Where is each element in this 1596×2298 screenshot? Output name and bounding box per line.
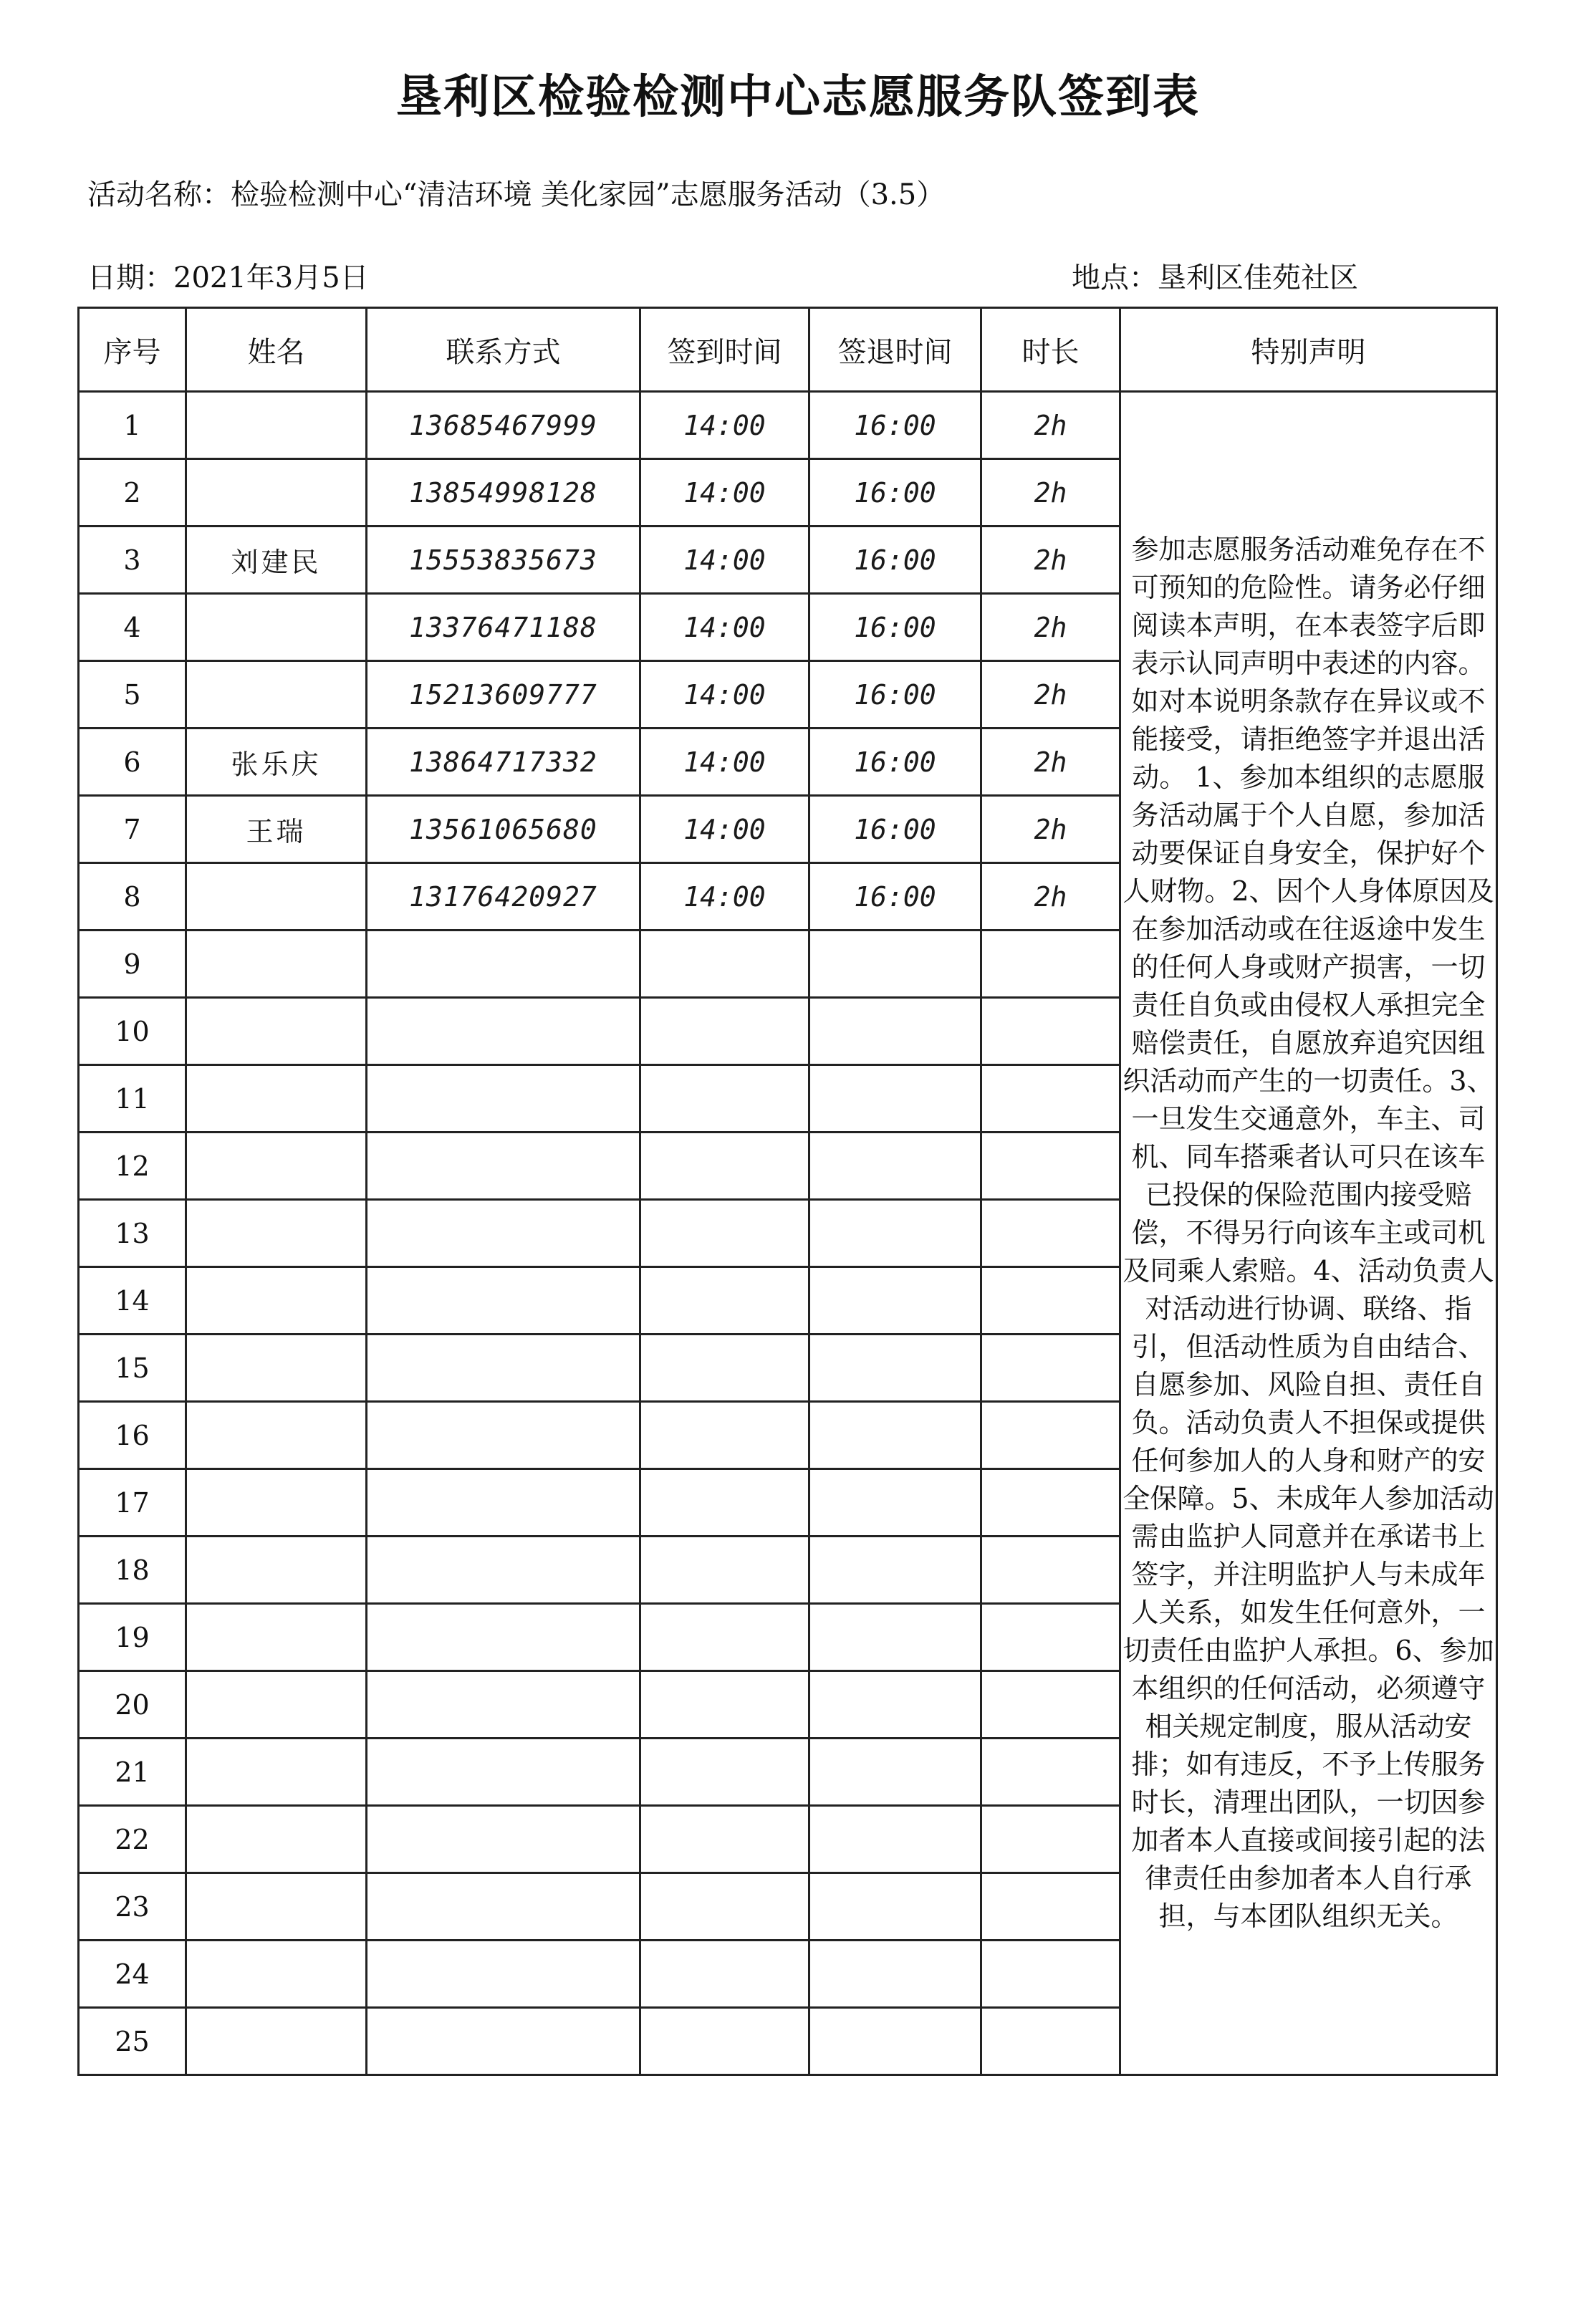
row-name (186, 931, 367, 998)
row-duration: 2h (981, 527, 1120, 594)
row-number: 24 (79, 1941, 186, 2008)
row-name (186, 594, 367, 661)
row-sign-in: 14:00 (640, 594, 809, 661)
row-sign-in (640, 1065, 809, 1133)
row-duration (981, 1402, 1120, 1469)
row-name (186, 459, 367, 527)
col-header-sign-in: 签到时间 (640, 308, 809, 392)
row-name (186, 1604, 367, 1671)
row-name (186, 1671, 367, 1739)
row-phone (367, 1267, 640, 1335)
date-line (87, 255, 369, 296)
date-label: 日期： (87, 261, 173, 294)
row-sign-out (809, 931, 981, 998)
row-number: 14 (79, 1267, 186, 1335)
row-duration (981, 1200, 1120, 1267)
col-header-contact: 联系方式 (367, 308, 640, 392)
row-number: 16 (79, 1402, 186, 1469)
row-phone (367, 1739, 640, 1806)
row-phone (367, 1941, 640, 2008)
row-number: 15 (79, 1335, 186, 1402)
location-line (1072, 255, 1358, 296)
row-sign-out (809, 1537, 981, 1604)
row-phone (367, 1335, 640, 1402)
row-number: 11 (79, 1065, 186, 1133)
row-duration: 2h (981, 392, 1120, 459)
row-number: 2 (79, 459, 186, 527)
row-duration (981, 1604, 1120, 1671)
row-number: 13 (79, 1200, 186, 1267)
row-name (186, 661, 367, 729)
row-duration (981, 1267, 1120, 1335)
row-sign-out (809, 2008, 981, 2075)
activity-label: 活动名称： (87, 178, 231, 211)
col-header-no: 序号 (79, 308, 186, 392)
row-number: 17 (79, 1469, 186, 1537)
row-duration (981, 1537, 1120, 1604)
activity-name: 检验检测中心“清洁环境 美化家园”志愿服务活动（3.5） (231, 178, 946, 211)
row-sign-in (640, 1335, 809, 1402)
row-sign-out: 16:00 (809, 527, 981, 594)
row-duration: 2h (981, 729, 1120, 796)
row-number: 1 (79, 392, 186, 459)
row-sign-in: 14:00 (640, 392, 809, 459)
signin-table (77, 307, 1498, 2076)
row-sign-in (640, 1537, 809, 1604)
row-duration (981, 1941, 1120, 2008)
row-phone: 13561065680 (367, 796, 640, 863)
row-sign-out: 16:00 (809, 661, 981, 729)
page-title: 垦利区检验检测中心志愿服务队签到表 (396, 71, 1200, 124)
row-sign-out (809, 1469, 981, 1537)
row-number: 25 (79, 2008, 186, 2075)
table-header-row (79, 308, 1497, 392)
row-phone: 13376471188 (367, 594, 640, 661)
row-sign-out (809, 1873, 981, 1941)
row-number: 22 (79, 1806, 186, 1873)
row-sign-out: 16:00 (809, 863, 981, 931)
row-number: 8 (79, 863, 186, 931)
row-sign-out (809, 1065, 981, 1133)
row-sign-out (809, 1335, 981, 1402)
row-number: 10 (79, 998, 186, 1065)
row-name (186, 1133, 367, 1200)
row-sign-in (640, 1806, 809, 1873)
row-duration (981, 1806, 1120, 1873)
row-sign-out (809, 1200, 981, 1267)
row-number: 5 (79, 661, 186, 729)
row-duration (981, 1133, 1120, 1200)
row-sign-out (809, 1267, 981, 1335)
row-sign-in (640, 1267, 809, 1335)
row-name (186, 1335, 367, 1402)
special-notice: 参加志愿服务活动难免存在不可预知的危险性。请务必仔细阅读本声明，在本表签字后即表示认同声明中表述的内容。如对本说明条款存在异议或不能接受，请拒绝签字并退出活动。 1、参加本组织的志愿服务活动属于个人自愿，参加活动要保证自身安全，保护好个人财物。2、因个人身体原因及在参加活动或在往返途中发生的任何人身或财产损害，一切责任自负或由侵权人承担完全赔偿责任，自愿放弃追究因组织活动而产生的一切责任。3、一旦发生交通意外，车主、司机、同车搭乘者认可只在该车已投保的保险范围内接受赔偿，不得另行向该车主或司机及同乘人索赔。4、活动负责人对活动进行协调、联络、指引，但活动性质为自由结合、自愿参加、风险自担、责任自负。活动负责人不担保或提供任何参加人的人身和财产的安全保障。5、未成年人参加活动需由监护人同意并在承诺书上签字，并注明监护人与未成年人关系，如发生任何意外，一切责任由监护人承担。6、参加本组织的任何活动，必须遵守相关规定制度，服从活动安排；如有违反，不予上传服务时长，清理出团队，一切因参加者本人直接或间接引起的法律责任由参加者本人自行承担，与本团队组织无关。 (1120, 392, 1497, 2075)
row-name: 王瑞 (186, 796, 367, 863)
row-duration (981, 1065, 1120, 1133)
row-phone: 13176420927 (367, 863, 640, 931)
row-duration: 2h (981, 594, 1120, 661)
row-phone (367, 1537, 640, 1604)
row-phone: 15553835673 (367, 527, 640, 594)
row-name (186, 1469, 367, 1537)
row-name (186, 1267, 367, 1335)
row-duration: 2h (981, 459, 1120, 527)
row-sign-in: 14:00 (640, 863, 809, 931)
row-phone (367, 931, 640, 998)
row-sign-in: 14:00 (640, 796, 809, 863)
row-sign-in (640, 1604, 809, 1671)
row-phone (367, 2008, 640, 2075)
row-sign-in: 14:00 (640, 527, 809, 594)
row-sign-out: 16:00 (809, 796, 981, 863)
row-sign-in (640, 2008, 809, 2075)
row-sign-in (640, 1469, 809, 1537)
row-sign-out: 16:00 (809, 459, 981, 527)
row-number: 19 (79, 1604, 186, 1671)
row-duration: 2h (981, 863, 1120, 931)
row-number: 7 (79, 796, 186, 863)
row-sign-out (809, 1739, 981, 1806)
row-name (186, 1873, 367, 1941)
row-duration: 2h (981, 661, 1120, 729)
location-value: 垦利区佳苑社区 (1158, 261, 1358, 294)
row-duration (981, 2008, 1120, 2075)
row-sign-out (809, 1941, 981, 2008)
col-header-sign-out: 签退时间 (809, 308, 981, 392)
row-sign-out (809, 1604, 981, 1671)
row-sign-in (640, 1873, 809, 1941)
row-sign-out (809, 998, 981, 1065)
row-duration (981, 1335, 1120, 1402)
row-phone (367, 1671, 640, 1739)
row-sign-in: 14:00 (640, 459, 809, 527)
location-label: 地点： (1072, 261, 1158, 294)
row-name (186, 863, 367, 931)
row-duration (981, 1469, 1120, 1537)
col-header-notice: 特别声明 (1120, 308, 1497, 392)
row-name (186, 1402, 367, 1469)
row-duration (981, 998, 1120, 1065)
row-phone (367, 1604, 640, 1671)
row-sign-out (809, 1402, 981, 1469)
row-name (186, 1941, 367, 2008)
row-sign-out: 16:00 (809, 392, 981, 459)
row-sign-in: 14:00 (640, 661, 809, 729)
row-duration (981, 931, 1120, 998)
row-duration (981, 1671, 1120, 1739)
row-duration (981, 1873, 1120, 1941)
row-sign-in (640, 1200, 809, 1267)
row-number: 4 (79, 594, 186, 661)
row-sign-in (640, 1133, 809, 1200)
row-number: 23 (79, 1873, 186, 1941)
activity-line (87, 172, 945, 213)
row-sign-out: 16:00 (809, 594, 981, 661)
row-sign-in (640, 1402, 809, 1469)
row-number: 20 (79, 1671, 186, 1739)
row-name (186, 2008, 367, 2075)
row-number: 9 (79, 931, 186, 998)
row-sign-in (640, 1739, 809, 1806)
row-phone (367, 1065, 640, 1133)
row-name: 刘建民 (186, 527, 367, 594)
row-name: 张乐庆 (186, 729, 367, 796)
row-phone: 13685467999 (367, 392, 640, 459)
row-phone (367, 1873, 640, 1941)
col-header-name: 姓名 (186, 308, 367, 392)
row-name (186, 1537, 367, 1604)
row-name (186, 998, 367, 1065)
row-phone (367, 1133, 640, 1200)
row-number: 21 (79, 1739, 186, 1806)
row-phone (367, 1200, 640, 1267)
row-number: 18 (79, 1537, 186, 1604)
row-number: 12 (79, 1133, 186, 1200)
row-sign-in: 14:00 (640, 729, 809, 796)
row-phone: 15213609777 (367, 661, 640, 729)
row-phone: 13864717332 (367, 729, 640, 796)
row-number: 3 (79, 527, 186, 594)
row-sign-out: 16:00 (809, 729, 981, 796)
row-phone (367, 1806, 640, 1873)
row-number: 6 (79, 729, 186, 796)
row-sign-in (640, 998, 809, 1065)
row-phone (367, 998, 640, 1065)
row-sign-in (640, 931, 809, 998)
row-phone (367, 1469, 640, 1537)
date-value: 2021年3月5日 (173, 261, 369, 294)
row-sign-in (640, 1671, 809, 1739)
row-name (186, 392, 367, 459)
row-sign-in (640, 1941, 809, 2008)
row-name (186, 1806, 367, 1873)
row-phone (367, 1402, 640, 1469)
row-sign-out (809, 1133, 981, 1200)
row-sign-out (809, 1671, 981, 1739)
row-name (186, 1739, 367, 1806)
row-duration: 2h (981, 796, 1120, 863)
row-phone: 13854998128 (367, 459, 640, 527)
row-name (186, 1065, 367, 1133)
row-name (186, 1200, 367, 1267)
row-duration (981, 1739, 1120, 1806)
row-sign-out (809, 1806, 981, 1873)
table-row (79, 392, 1497, 459)
col-header-duration: 时长 (981, 308, 1120, 392)
